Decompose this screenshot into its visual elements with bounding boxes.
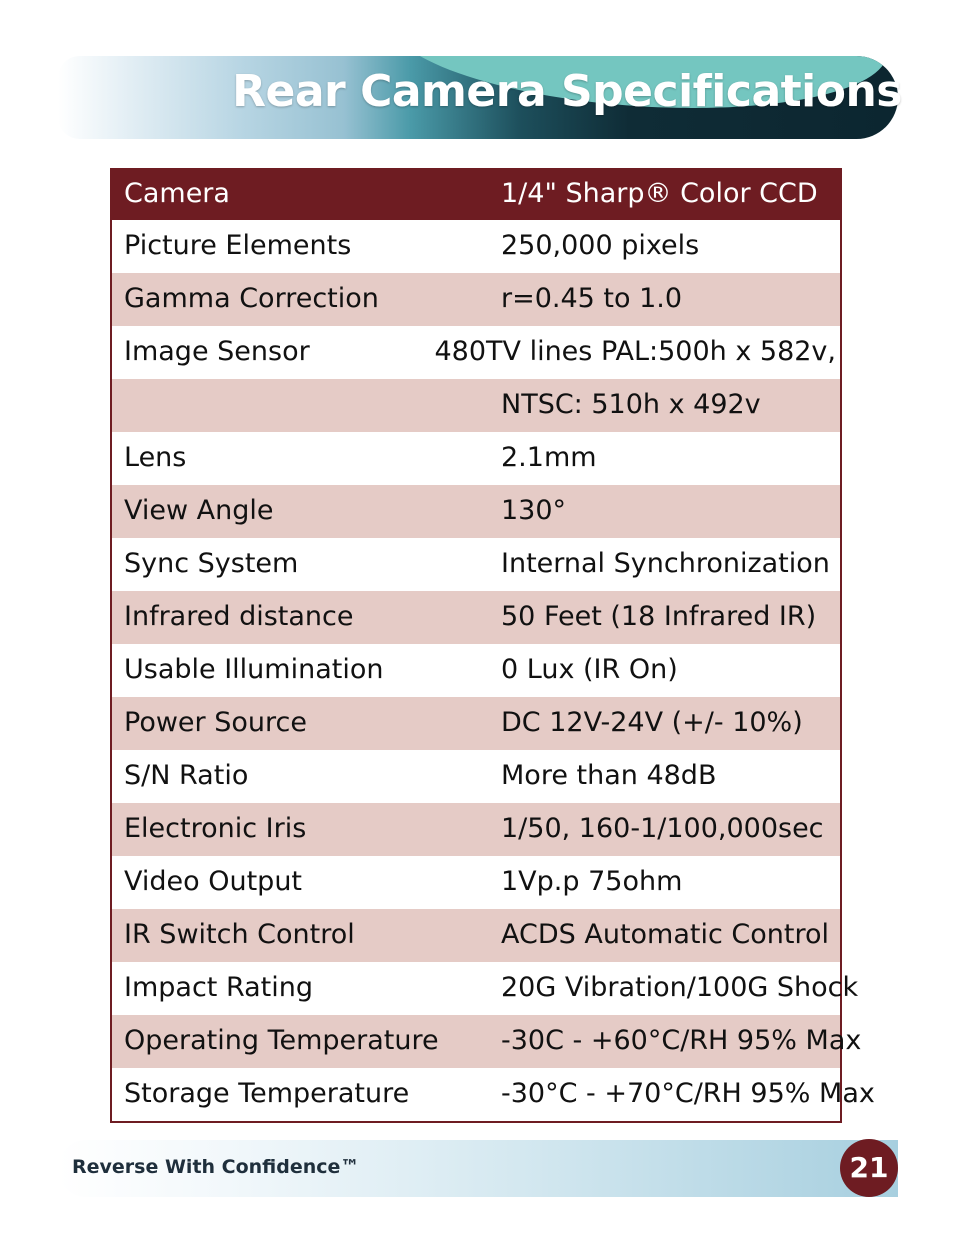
page-title: Rear Camera Specifications xyxy=(232,66,902,117)
row-value: 0 Lux (IR On) xyxy=(501,654,678,685)
row-value: -30C - +60°C/RH 95% Max xyxy=(501,1025,862,1056)
table-row xyxy=(112,432,840,485)
table-row xyxy=(112,1015,862,1068)
table-row xyxy=(112,1068,875,1121)
table-row xyxy=(112,697,840,750)
row-value: 250,000 pixels xyxy=(501,230,700,261)
row-label: Electronic Iris xyxy=(124,813,307,844)
row-value: Internal Synchronization xyxy=(501,548,830,579)
row-value: 50 Feet (18 Infrared IR) xyxy=(501,601,817,632)
table-row xyxy=(112,644,840,697)
row-value: ACDS Automatic Control xyxy=(501,919,830,950)
row-label: Gamma Correction xyxy=(124,283,379,314)
row-label: S/N Ratio xyxy=(124,760,249,791)
row-label: IR Switch Control xyxy=(124,919,355,950)
row-label: Picture Elements xyxy=(124,230,352,261)
row-label: Lens xyxy=(124,442,187,473)
row-value: DC 12V-24V (+/- 10%) xyxy=(501,707,803,738)
table-row xyxy=(112,273,840,326)
row-label: Video Output xyxy=(124,866,303,897)
footer-brand: Reverse With Confidence™ xyxy=(72,1156,360,1178)
row-label: Operating Temperature xyxy=(124,1025,439,1056)
row-label: Impact Rating xyxy=(124,972,314,1003)
row-value: r=0.45 to 1.0 xyxy=(501,283,683,314)
row-label: Sync System xyxy=(124,548,299,579)
row-value: -30°C - +70°C/RH 95% Max xyxy=(501,1078,875,1109)
page-number-badge: 21 xyxy=(840,1139,898,1197)
table-header-row xyxy=(112,168,840,220)
table-row xyxy=(112,538,840,591)
row-value: 20G Vibration/100G Shock xyxy=(501,972,859,1003)
spec-table xyxy=(110,168,875,1123)
table-row xyxy=(112,220,840,273)
row-value: 2.1mm xyxy=(501,442,597,473)
table-row xyxy=(112,485,840,538)
row-label: Power Source xyxy=(124,707,307,738)
row-label: Infrared distance xyxy=(124,601,354,632)
row-label: Usable Illumination xyxy=(124,654,384,685)
table-header-value: 1/4" Sharp® Color CCD xyxy=(501,178,818,209)
table-row xyxy=(112,962,859,1015)
row-value: 480TV lines PAL:500h x 582v, xyxy=(434,336,836,367)
table-row xyxy=(112,591,840,644)
row-value: 130° xyxy=(501,495,567,526)
table-row xyxy=(112,379,840,432)
row-value: 1Vp.p 75ohm xyxy=(501,866,683,897)
row-label: Storage Temperature xyxy=(124,1078,410,1109)
row-label: Image Sensor xyxy=(124,336,310,367)
table-row xyxy=(112,803,840,856)
row-value: NTSC: 510h x 492v xyxy=(501,389,761,420)
page-footer xyxy=(58,1140,898,1197)
table-header-label: Camera xyxy=(124,178,230,209)
table-row xyxy=(112,856,840,909)
table-row xyxy=(112,909,840,962)
table-row xyxy=(112,750,840,803)
table-row xyxy=(112,326,840,379)
row-value: 1/50, 160-1/100,000sec xyxy=(501,813,824,844)
row-label: View Angle xyxy=(124,495,274,526)
row-value: More than 48dB xyxy=(501,760,717,791)
